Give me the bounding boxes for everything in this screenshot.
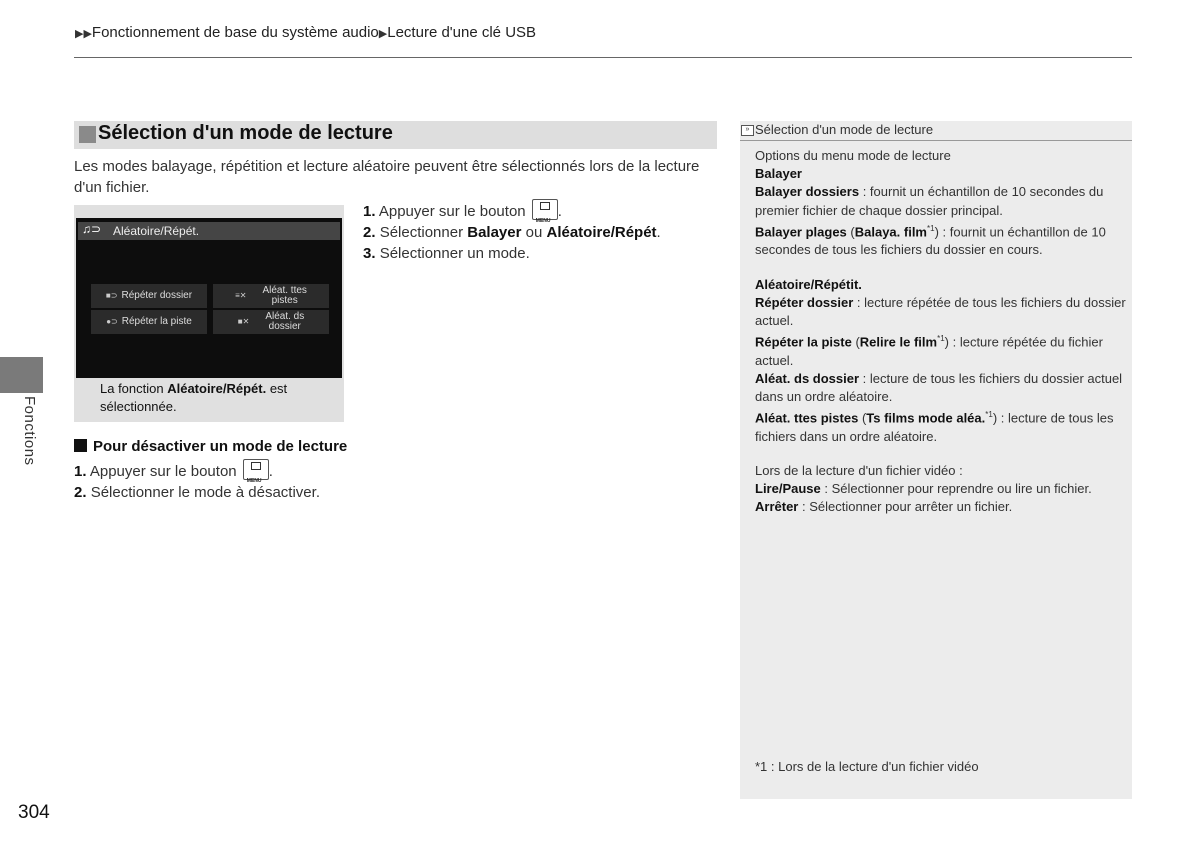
random-folder-button[interactable]: ■✕ Aléat. ds dossier (213, 310, 329, 334)
section-title: Sélection d'un mode de lecture (98, 122, 393, 144)
step-2: 2. Sélectionner Balayer ou Aléatoire/Répét. (363, 224, 661, 241)
note-marker-icon: » (741, 125, 754, 136)
track-repeat-icon: ●⊃ (106, 317, 118, 326)
arrow-icon: ▶ (378, 28, 388, 40)
breadcrumb (75, 24, 536, 41)
section-square-icon (79, 126, 96, 143)
breadcrumb-item: Fonctionnement de base du système audio (91, 24, 379, 41)
sidebar-notes (740, 121, 1132, 799)
footnote: *1 : Lors de la lecture d'un fichier vidéo (755, 759, 979, 774)
section-header (74, 121, 717, 149)
sidebar-title: Sélection d'un mode de lecture (755, 122, 934, 137)
screen-title: Aléatoire/Répét. (113, 224, 200, 238)
subsection-steps (74, 459, 320, 503)
sub-step-2: 2. Sélectionner le mode à désactiver. (74, 484, 320, 501)
folder-repeat-icon: ■⊃ (105, 291, 118, 300)
shuffle-icon: ≡✕ (235, 291, 247, 300)
chapter-label: Fonctions (21, 396, 38, 466)
repeat-folder-button[interactable]: ■⊃ Répéter dossier (91, 284, 207, 308)
repeat-track-button[interactable]: ●⊃ Répéter la piste (91, 310, 207, 334)
header-divider (74, 57, 1132, 58)
random-all-button[interactable]: ≡✕ Aléat. ttes pistes (213, 284, 329, 308)
chapter-tab (0, 357, 43, 393)
screen-caption: La fonction Aléatoire/Répét. est sélectionnée. (100, 381, 288, 414)
sidebar-body: Options du menu mode de lecture Balayer Balayer dossiers : fournit un échantillon de 10 secondes du premier fichier de chaque dossier principal. Balayer plages (Balaya. film$^{*1}$) : fournit un échantillon de 10 secondes de tous les fichiers du dossier en cours. Aléatoire/Répétit. Répéter dossier : lecture répétée de tous les fichiers du dossier actuel. Répéter la piste (Relire le film$^{*1}$) : lecture répétée du fichier actuel. Aléat. ds dossier : lecture de tous les fichiers du dossier actuel dans un ordre aléatoire. Aléat. ttes pistes (Ts films mode aléa.$^{*1}$) : lecture de tous les fichiers dans un ordre aléatoire. Lors de la lecture d'un fichier vidéo : Lire/Pause : Sélectionner pour reprendre ou lire un fichier. Arrêter : Sélectionner pour arrêter un fichier. (755, 148, 1126, 515)
folder-shuffle-icon: ■✕ (237, 317, 250, 326)
sub-step-1: 1. Appuyer sur le bouton MENU . (74, 459, 320, 482)
menu-button-icon: MENU (243, 459, 269, 480)
intro-paragraph: Les modes balayage, répétition et lecture aléatoire peuvent être sélectionnés lors de la lecture d'un fichier. (74, 158, 700, 196)
sidebar-header (740, 121, 1132, 141)
menu-button-icon: MENU (532, 199, 558, 220)
double-arrow-icon: ▶▶ (75, 28, 92, 40)
step-1: 1. Appuyer sur le bouton MENU . (363, 199, 661, 222)
music-repeat-icon: ♫⊃ (82, 222, 102, 236)
screen-title-bar (78, 222, 340, 240)
page-number: 304 (18, 802, 50, 823)
steps-list (363, 199, 661, 264)
breadcrumb-item: Lecture d'une clé USB (387, 24, 537, 41)
step-3: 3. Sélectionner un mode. (363, 245, 530, 262)
audio-screen (76, 218, 342, 378)
black-square-icon (74, 439, 87, 452)
subsection-title: Pour désactiver un mode de lecture (74, 438, 347, 455)
screen-illustration (74, 205, 344, 422)
